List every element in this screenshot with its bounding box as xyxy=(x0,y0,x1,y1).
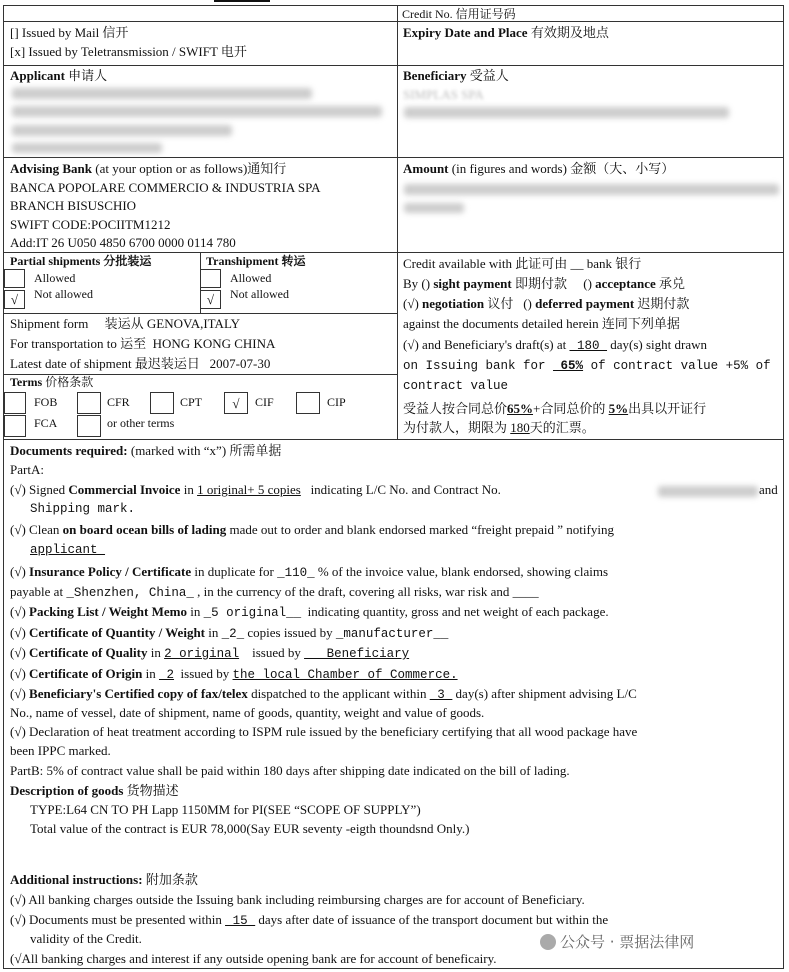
insurance-percent: _110_ xyxy=(277,566,315,580)
text: in duplicate for xyxy=(194,564,274,579)
applicant-label: Applicant xyxy=(10,68,65,83)
transhipment-cn: 转运 xyxy=(281,254,306,268)
tranship-allowed-checkbox[interactable] xyxy=(200,269,221,288)
beneficiary-cn: 受益人 xyxy=(469,68,509,83)
doc-origin-cert xyxy=(10,666,458,683)
row-line xyxy=(4,21,783,22)
deferred-option[interactable]: () xyxy=(523,296,532,311)
shipment-latest-row xyxy=(10,356,270,372)
acceptance-cn: 承兑 xyxy=(659,276,686,291)
invoice-mark[interactable]: (√) Signed xyxy=(10,482,66,497)
advising-line4: Add:IT 26 U050 4850 6700 0000 0114 780 xyxy=(10,235,236,250)
terms-cpt-label: CPT xyxy=(180,395,203,409)
origin-label: Certificate of Origin xyxy=(29,666,143,681)
amount-cn: 金额（大、小写） xyxy=(570,161,675,176)
deferred-cn: 迟期付款 xyxy=(637,296,690,311)
redacted-amount xyxy=(404,203,464,213)
shipment-latest-value: 2007-07-30 xyxy=(209,356,271,371)
row-line xyxy=(4,65,783,66)
cn-text: +合同总价的 xyxy=(533,401,606,416)
cn-text: 受益人按合同总价 xyxy=(403,401,508,416)
cn-text: 天的汇票。 xyxy=(529,420,595,435)
terms-fob-checkbox[interactable] xyxy=(4,392,26,414)
amount-note: (in figures and words) xyxy=(451,161,567,176)
tranship-not-allowed-label: Not allowed xyxy=(230,287,289,301)
cn-text: 为付款人，期限为 xyxy=(403,420,508,435)
row-line xyxy=(4,157,783,158)
issuing-bank-text: on Issuing bank for xyxy=(403,359,546,373)
text: % of the invoice value, blank endorsed, showing claims xyxy=(317,564,609,579)
doc-heat-treatment: (√) Declaration of heat treatment according to ISPM rule issued by the beneficiary certifying that all wood package have xyxy=(10,724,638,739)
invoice-and: and xyxy=(759,482,778,497)
credit-available-text: Credit available with 此证可由 xyxy=(403,256,568,271)
goods-total: Total value of the contract is EUR 78,000(Say EUR seventy -eigth thoundsnd Only.) xyxy=(30,821,470,836)
bl-mark[interactable]: (√) Clean xyxy=(10,522,60,537)
text: payable at xyxy=(10,584,64,599)
credit-line8 xyxy=(403,401,706,417)
quality-label: Certificate of Quality xyxy=(29,645,148,660)
acceptance-label: acceptance xyxy=(595,276,656,291)
cn-percent-65: 65% xyxy=(507,401,534,416)
draft-sight-text: day(s) sight drawn xyxy=(610,337,708,352)
goods-label: Description of goods xyxy=(10,783,124,798)
draft-text: (√) and Beneficiary's draft(s) at xyxy=(403,337,567,352)
shipment-from-cn: 装运从 xyxy=(104,316,144,331)
packing-label: Packing List / Weight Memo xyxy=(29,604,187,619)
text: dispatched to the applicant within xyxy=(251,686,427,701)
doc-fax-copy xyxy=(10,686,637,703)
doc-quantity-cert xyxy=(10,625,448,642)
top-rule xyxy=(214,0,270,2)
transhipment-heading xyxy=(206,253,305,269)
doc-packing-list xyxy=(10,604,609,621)
watermark xyxy=(540,931,694,952)
redacted-contract-no xyxy=(658,486,758,497)
quantity-issuer: _manufacturer__ xyxy=(335,627,449,641)
partial-label: Partial shipments xyxy=(10,254,101,268)
docs-heading xyxy=(10,443,281,459)
partial-cn: 分批装运 xyxy=(103,254,152,268)
shipment-to-row xyxy=(10,336,275,352)
additional-heading xyxy=(10,872,198,888)
terms-heading xyxy=(10,374,93,390)
watermark-text: 公众号 · 票据法律网 xyxy=(560,933,695,951)
doc-quality-cert xyxy=(10,645,409,662)
redacted-applicant-address xyxy=(12,106,382,117)
draft-days: _180_ xyxy=(569,339,608,353)
sight-cn: 即期付款 xyxy=(514,276,567,291)
doc-invoice-line2: Shipping mark. xyxy=(30,502,136,516)
terms-cif-checkbox[interactable]: √ xyxy=(224,392,248,414)
credit-line3 xyxy=(403,296,689,312)
redacted-applicant-name xyxy=(12,88,312,99)
contract-value-text: of contract value +5% of xyxy=(590,359,771,373)
negotiation-cn: 议付 xyxy=(487,296,514,311)
doc-insurance xyxy=(10,564,608,581)
deferred-label: deferred payment xyxy=(535,296,635,311)
present-days: _15_ xyxy=(225,914,256,928)
insurance-label: Insurance Policy / Certificate xyxy=(29,564,192,579)
partial-not-allowed-checkbox[interactable]: √ xyxy=(4,290,25,309)
partial-heading xyxy=(10,253,151,269)
quality-copies: 2 original xyxy=(164,647,240,661)
docs-label: Documents required: xyxy=(10,443,128,458)
terms-fca-checkbox[interactable] xyxy=(4,415,26,437)
text: issued by xyxy=(180,666,230,681)
additional-item3: (√All banking charges and interest if any outside opening bank are for account of beneficairy. xyxy=(10,951,497,966)
quality-mark[interactable]: (√) xyxy=(10,645,26,660)
text: indicating quantity, gross and net weight of each package. xyxy=(307,604,609,619)
packing-copies: _5 original__ xyxy=(203,606,302,620)
credit-line7: contract value xyxy=(403,379,509,393)
quantity-mark[interactable]: (√) xyxy=(10,625,26,640)
credit-bank-blank: __ xyxy=(570,256,584,271)
bl-label: on board ocean bills of lading xyxy=(62,522,227,537)
docs-note: (marked with “x”) 所需单据 xyxy=(130,443,282,458)
fax-label: Beneficiary's Certified copy of fax/telex xyxy=(29,686,248,701)
shipment-from-value: GENOVA,ITALY xyxy=(146,316,240,331)
doc-heat-line2: been IPPC marked. xyxy=(10,743,111,758)
text: in xyxy=(183,482,194,497)
form-table xyxy=(3,5,784,969)
terms-cn: 价格条款 xyxy=(45,375,94,389)
doc-bl-line2: applicant_ xyxy=(30,543,106,557)
cn-text: 出具以开证行 xyxy=(628,401,707,416)
credit-line2 xyxy=(403,276,685,292)
terms-fob-label: FOB xyxy=(34,395,58,409)
negotiation-option[interactable]: (√) xyxy=(403,296,419,311)
additional-label: Additional instructions: xyxy=(10,872,143,887)
redacted-applicant-address xyxy=(12,143,162,153)
goods-type: TYPE:L64 CN TO PH Lapp 1150MM for PI(SEE “SCOPE OF SUPPLY”) xyxy=(30,802,421,817)
negotiation-label: negotiation xyxy=(422,296,485,311)
partial-allowed-checkbox[interactable] xyxy=(4,269,25,288)
terms-cip-checkbox[interactable] xyxy=(296,392,320,414)
additional-item2-line2: validity of the Credit. xyxy=(30,931,142,946)
cn-days: 180 xyxy=(510,420,530,435)
partial-not-allowed-label: Not allowed xyxy=(34,287,93,301)
text: indicating L/C No. and Contract No. xyxy=(310,482,501,497)
fax-mark[interactable]: (√) xyxy=(10,686,26,701)
applicant-cn: 申请人 xyxy=(68,68,108,83)
text: in xyxy=(150,645,161,660)
text: in xyxy=(145,666,156,681)
quantity-label: Certificate of Quantity / Weight xyxy=(29,625,205,640)
terms-fca-label: FCA xyxy=(34,416,58,430)
shipment-from-label: Shipment form xyxy=(10,316,89,331)
credit-line9 xyxy=(403,420,595,436)
advising-heading xyxy=(10,161,286,177)
text: issued by xyxy=(252,645,301,660)
invoice-copies: 1 original+ 5 copies xyxy=(197,482,301,497)
goods-cn: 货物描述 xyxy=(126,783,179,798)
expiry-cn: 有效期及地点 xyxy=(530,25,609,40)
doc-fax-line2: No., name of vessel, date of shipment, name of goods, quantity, weight and value of goods. xyxy=(10,705,485,720)
redacted-beneficiary-address xyxy=(404,107,729,118)
center-divider xyxy=(397,6,398,439)
redacted-amount xyxy=(404,184,779,195)
terms-label: Terms xyxy=(10,375,43,389)
additional-item2 xyxy=(10,912,608,929)
insurance-mark[interactable]: (√) xyxy=(10,564,26,579)
text: in xyxy=(208,625,219,640)
advising-line2: BRANCH BISUSCHIO xyxy=(10,198,137,213)
advising-line3: SWIFT CODE:POCIITM1212 xyxy=(10,217,171,232)
applicant-heading xyxy=(10,68,107,84)
tranship-not-allowed-checkbox[interactable]: √ xyxy=(200,290,221,309)
amount-label: Amount xyxy=(403,161,449,176)
credit-line6 xyxy=(403,358,771,374)
expiry-label: Expiry Date and Place xyxy=(403,25,528,40)
credit-no-label: Credit No. 信用证号码 xyxy=(402,7,516,21)
origin-issuer: the local Chamber of Commerce. xyxy=(232,668,458,682)
doc-invoice xyxy=(10,482,501,498)
shipment-from-row xyxy=(10,316,240,332)
terms-cfr-checkbox[interactable] xyxy=(77,392,101,414)
text: in xyxy=(190,604,201,619)
shipment-to-value: HONG KONG CHINA xyxy=(152,336,276,351)
credit-line1 xyxy=(403,256,641,272)
transhipment-label: Transhipment xyxy=(206,254,279,268)
redacted-applicant-address xyxy=(12,125,232,136)
advising-label: Advising Bank xyxy=(10,161,93,176)
origin-copies: _2 xyxy=(159,668,175,682)
invoice-label: Commercial Invoice xyxy=(68,482,181,497)
credit-line4: against the documents detailed herein 连同下列单据 xyxy=(403,316,680,331)
row-line xyxy=(4,439,783,440)
terms-cfr-label: CFR xyxy=(107,395,130,409)
amount-heading xyxy=(403,161,674,177)
text: days after date of issuance of the transport document but within the xyxy=(258,912,609,927)
cn-percent-5: 5% xyxy=(608,401,629,416)
tranship-allowed-label: Allowed xyxy=(230,271,272,285)
quantity-copies: _2_ xyxy=(221,627,245,641)
credit-bank-text: bank 银行 xyxy=(586,256,642,271)
packing-mark[interactable]: (√) xyxy=(10,604,26,619)
terms-other-checkbox[interactable] xyxy=(77,415,101,437)
quality-issuer: __ Beneficiary xyxy=(304,647,410,661)
doc-bill-of-lading xyxy=(10,522,614,538)
draft-percent: _65% xyxy=(553,359,584,373)
advising-line1: BANCA POPOLARE COMMERCIO & INDUSTRIA SPA xyxy=(10,180,321,195)
partial-allowed-label: Allowed xyxy=(34,271,76,285)
row-line xyxy=(4,313,397,314)
insurance-place: _Shenzhen, China_ xyxy=(66,586,194,600)
advising-note: (at your option or as follows)通知行 xyxy=(95,161,287,176)
fax-days: _3_ xyxy=(429,688,453,702)
issued-swift-option[interactable]: [x] Issued by Teletransmission / SWIFT 电开 xyxy=(10,44,247,59)
doc-insurance-line2 xyxy=(10,584,539,601)
terms-cip-label: CIP xyxy=(327,395,346,409)
text: , in the currency of the draft, covering all risks, war risk and ____ xyxy=(197,584,539,599)
wechat-icon xyxy=(540,934,556,950)
terms-cpt-checkbox[interactable] xyxy=(150,392,174,414)
issued-mail-option[interactable]: [] Issued by Mail 信开 xyxy=(10,25,129,40)
additional-cn: 附加条款 xyxy=(145,872,198,887)
text: made out to order and blank endorsed marked “freight prepaid ” notifying xyxy=(229,522,614,537)
terms-cif-label: CIF xyxy=(255,395,274,409)
sight-option[interactable]: By () xyxy=(403,276,431,291)
text: (√) Documents must be presented within xyxy=(10,912,222,927)
part-a-label: PartA: xyxy=(10,462,44,477)
beneficiary-label: Beneficiary xyxy=(403,68,467,83)
beneficiary-name: SIMPLAS SPA xyxy=(403,87,484,102)
sight-label: sight payment xyxy=(433,276,512,291)
origin-mark[interactable]: (√) xyxy=(10,666,26,681)
text: copies issued by xyxy=(247,625,333,640)
shipment-to-label: For transportation to 运至 xyxy=(10,336,147,351)
part-b-text: PartB: 5% of contract value shall be paid within 180 days after shipping date indicated on the bill of lading. xyxy=(10,763,570,778)
text: day(s) after shipment advising L/C xyxy=(455,686,637,701)
acceptance-option[interactable]: () xyxy=(583,276,592,291)
shipment-latest-label: Latest date of shipment 最迟装运日 xyxy=(10,356,200,371)
beneficiary-heading xyxy=(403,68,509,84)
terms-other-label: or other terms xyxy=(107,416,175,430)
credit-line5 xyxy=(403,337,707,354)
goods-heading xyxy=(10,783,179,799)
expiry-heading xyxy=(403,25,609,41)
additional-item1: (√) All banking charges outside the Issuing bank including reimbursing charges are for account of Beneficiary. xyxy=(10,892,585,907)
